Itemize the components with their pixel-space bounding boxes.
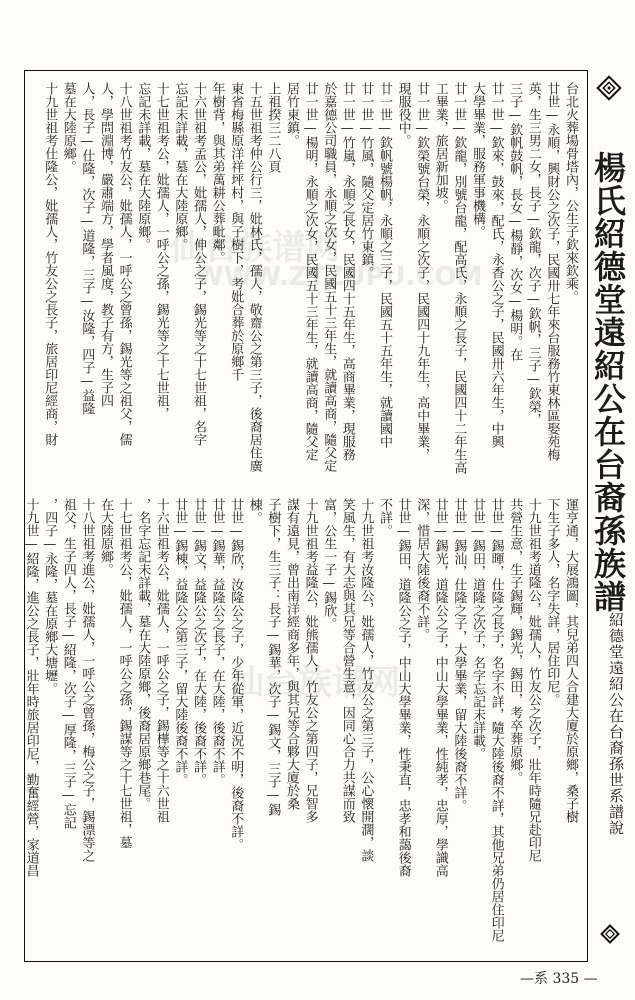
text-column: 上祖揆三二八頁 [265,82,281,173]
diamond-ornament-bottom-icon [598,922,622,946]
text-column: 十九世—紹隆，進公之長子，壯年時旅居印尼，勤奮經營，家道昌 [23,498,39,877]
text-column: 廿一世—欽龍，別號台龍，配高氏，永順之長子，民國四十二年生高 [451,82,467,474]
text-column: 東省梅縣原洋祥坪村，與子樹下，考妣合葬於原鄉千 [228,82,244,381]
text-column: 十九世祖考汝隆公，妣孺人，竹友公之第三子，公心懷開濶，談 [358,498,374,862]
page-number: —系 335 — [520,971,598,987]
text-column: 子樹下，生三子：長子—錫華，次子—錫文，三子—錫 [265,498,281,816]
watermark-text: 仙台族谱网 [170,228,340,268]
text-column: 廿一世—欽帆號楊帆，永順之三子，民國五十五年生，就讀國中 [377,82,392,448]
diamond-ornament-icon [593,72,625,104]
text-column: 十八世祖考竹友公，妣孺人，一呼公之曾孫，錫光等之祖父，儒 [116,82,132,446]
text-column: 共營生意，生子錫輝，錫光，錫田，考卒葬原鄉。 [507,498,523,784]
text-column: 十七世祖考公，妣孺人，一呼公之孫，錫光等之十七世祖， [153,82,169,420]
text-column: 十八世祖考進公，妣孺人，一呼公之曾孫，梅公之子，錫漂等之 [79,498,95,862]
text-column: 廿世—錫文，益隆公之次子，在大陸，後裔不詳。 [191,498,206,786]
watermark-url: WWW.ZTZUPU.COM [195,262,483,292]
text-column: 英，生三男二女，長子—欽龍，次子—欽帆，三子—欽榮， [525,82,541,426]
text-column: 廿一世—楊明，永順之次女，民國五十三年生，就讀高商，隨父定 [302,82,318,461]
text-column: 忘記未詳載，墓在大陸原鄉。 [135,82,151,251]
text-column: 十六世祖考孟公，妣孺人，伸公之子，錫光等之十七世祖，名字 [191,82,206,446]
text-column: 人，長子—仕隆，次子—道隆，三子—汝隆，四子—益隆 [79,82,95,415]
text-column: 大學畢業，服務軍事機構。 [470,82,485,238]
text-column: 廿一世—欽榮號台榮，永順之次子，民國四十九年生，高中畢業， [414,82,430,461]
text-column: 工畢業，旅居新加坡。 [432,82,448,212]
text-column: 在大陸原鄉。 [98,498,113,576]
text-column: 於嘉德公司職員，永順之次女，民國五十三年生，就讀高商，隨父定 [321,82,337,472]
text-column: 深，惜居大陸後裔不詳。 [414,498,430,641]
text-column: 謀有遠見，曾出南洋經商多年，與其兄等合夥大廈於桑 [284,498,299,810]
page-title: 楊氏紹德堂遠紹公在台裔孫族譜 [589,151,627,613]
text-column: 運亨通，大展鴻圖，其兒弟四人合建大廈於原鄉，桑子樹 [563,498,578,823]
text-column: 年樹背，與其弟萬耕公葬毗鄰。 [209,82,225,264]
text-column: 廿世—錫棟，益隆公之第三子，留大陸後裔不詳。 [172,498,188,786]
text-column: 廿世—錫田，道隆公之子，中山大學畢業，性秉直，忠孝和藹後裔 [395,498,411,877]
text-column: 廿一世—欽來，鼓來，配氏，永香公之子，民國卅六年生，中興 [488,82,504,448]
text-column: 笑風生，有大志與其兄等合營生意，因同心合力共謀而致 [339,498,355,823]
text-column: 廿世—錫汕，仕隆之子，大學畢業，留大陸後裔不詳。 [451,498,467,812]
page-subtitle: 紹德堂遠紹公在台裔孫世系譜說 [607,612,625,836]
text-column: 廿世—永順，興財公之次子，民國卅七年來台服務竹東林區娶苑梅 [544,82,560,461]
text-column: 廿世—錫田，道隆之次子，名字忘記未詳載。 [470,498,485,760]
text-column: 忘記未詳載，墓在大陸原鄉。 [172,82,188,251]
text-column: 廿世—錫暉，仕隆之長子，名字不詳，隨大陸後裔不詳，其他兄弟仍居住印尼 [488,498,504,942]
text-column: 下生子多人，名字失詳，居住印尼。 [544,498,560,706]
text-column: 祖父，生子四人，長子—紹隆，次子—厚隆，三子—忘記 [60,498,76,829]
text-column: 台北火葬場骨塔內，公生子欽來欽乘。 [563,82,578,303]
text-column: 廿世—錫華，益隆公之長子，在大陸，後裔不詳。 [209,498,225,786]
text-column: 棟。 [246,498,262,524]
text-column: 富，公生一子—錫欣。 [321,498,337,630]
text-column: 十九世祖考道隆公，妣孺人，竹友公之次子，壯年時隨兄赴印尼 [525,498,541,862]
text-column: 十九世祖考益隆公，妣熊孺人，竹友公之第四子，兄智多 [302,498,318,823]
text-column: 十五世祖考仲公行三，妣林氏，孺人，敬齋公之第三子，後裔居住廣 [246,82,262,472]
text-column: 人，學問淵博，嚴肅端方，學者風度，教子有方，生子四 [98,82,113,407]
text-column: ，名字忘記未詳載，墓在大陸原鄉，後裔居原鄉巷尾。 [135,498,151,810]
text-column: 廿一世—竹風，隨父定居竹東鎮。 [358,82,374,279]
text-column: 不詳。 [377,498,392,537]
text-column: 十九世祖考仕隆公，妣孺人，竹友公之長子，旅居印尼經商，財 [42,82,58,446]
text-column: ，四子—永隆，墓在原鄉大塘壢。 [42,498,58,695]
text-column: 墓在大陸原鄉。 [60,82,76,173]
text-column: 現服役中。 [395,82,411,147]
text-column: 三子—欽帆鼓帆，長女—楊靜，次女—楊明。在 [507,82,523,361]
text-column: 廿一世—竹嵐，永順之長女，民國四十五年生，高商畢業，現服務 [339,82,355,461]
text-column: 居竹東鎮。 [284,82,299,147]
text-column: 廿世—錫光，道隆公之子，中山大學畢業，性純孝，忠厚，學識高 [432,498,448,877]
text-column: 十七世祖考公，妣孺人，一呼公之孫，錫謀等之十七世祖，墓 [116,498,132,849]
text-column: 十六世祖考公，妣孺人，一呼公之子，錫樺等之十六世祖 [153,498,169,823]
watermark-text-lower: 仙台族谱网 [230,663,400,703]
text-column: 廿世—錫欣，汝隆公之子，少年從軍，近況不明，後裔不詳。 [228,498,244,851]
